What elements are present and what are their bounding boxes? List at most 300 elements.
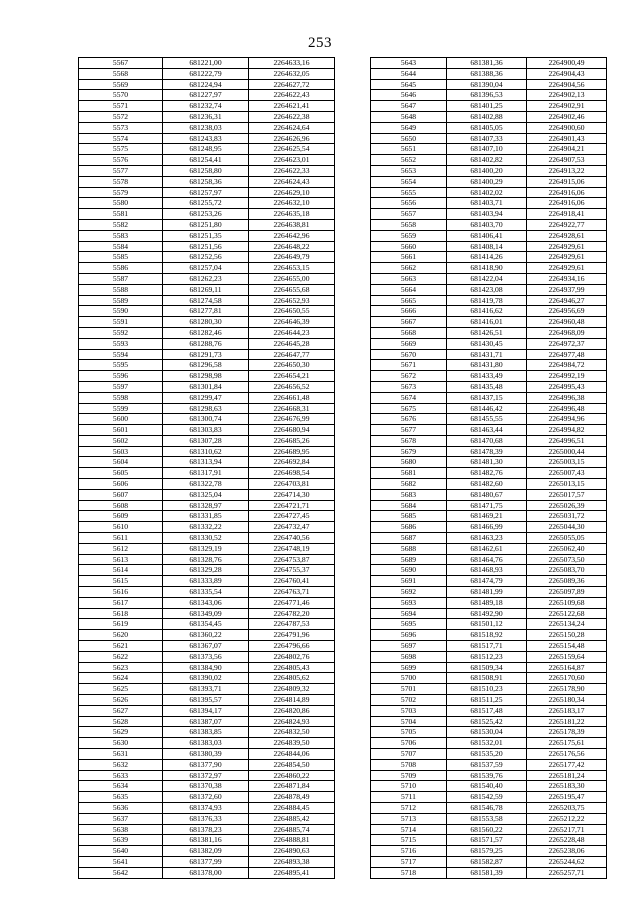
- point-number-cell: 5650: [371, 133, 447, 144]
- x-coordinate-cell: 681414,26: [447, 252, 527, 263]
- point-number-cell: 5685: [371, 511, 447, 522]
- x-coordinate-cell: 681238,03: [163, 122, 249, 133]
- table-row: [79, 673, 335, 684]
- table-row: [371, 749, 607, 760]
- table-row: [79, 738, 335, 749]
- x-coordinate-cell: 681478,39: [447, 446, 527, 457]
- point-number-cell: 5606: [79, 479, 163, 490]
- x-coordinate-cell: 681455,55: [447, 414, 527, 425]
- point-number-cell: 5693: [371, 597, 447, 608]
- table-row: [79, 500, 335, 511]
- table-row: [371, 587, 607, 598]
- point-number-cell: 5627: [79, 705, 163, 716]
- point-number-cell: 5647: [371, 101, 447, 112]
- x-coordinate-cell: 681367,07: [163, 641, 249, 652]
- point-number-cell: 5612: [79, 543, 163, 554]
- point-number-cell: 5618: [79, 608, 163, 619]
- y-coordinate-cell: 2264844,06: [249, 749, 335, 760]
- x-coordinate-cell: 681331,85: [163, 511, 249, 522]
- point-number-cell: 5570: [79, 90, 163, 101]
- table-row: [79, 446, 335, 457]
- x-coordinate-cell: 681377,90: [163, 759, 249, 770]
- y-coordinate-cell: 2264805,62: [249, 673, 335, 684]
- y-coordinate-cell: 2264994,82: [527, 425, 607, 436]
- y-coordinate-cell: 2265055,05: [527, 533, 607, 544]
- table-row: [371, 468, 607, 479]
- point-number-cell: 5593: [79, 338, 163, 349]
- x-coordinate-cell: 681251,80: [163, 219, 249, 230]
- table-row: [79, 230, 335, 241]
- point-number-cell: 5638: [79, 824, 163, 835]
- point-number-cell: 5597: [79, 381, 163, 392]
- point-number-cell: 5619: [79, 619, 163, 630]
- table-row: [79, 662, 335, 673]
- y-coordinate-cell: 2264994,96: [527, 414, 607, 425]
- x-coordinate-cell: 681251,56: [163, 241, 249, 252]
- table-row: [79, 587, 335, 598]
- table-row: [79, 781, 335, 792]
- table-row: [79, 867, 335, 878]
- y-coordinate-cell: 2264650,55: [249, 306, 335, 317]
- y-coordinate-cell: 2264871,84: [249, 781, 335, 792]
- coordinates-table-right: [370, 57, 607, 879]
- x-coordinate-cell: 681464,76: [447, 554, 527, 565]
- table-row: [371, 111, 607, 122]
- point-number-cell: 5602: [79, 435, 163, 446]
- point-number-cell: 5667: [371, 317, 447, 328]
- x-coordinate-cell: 681296,58: [163, 360, 249, 371]
- table-row: [79, 651, 335, 662]
- table-row: [79, 554, 335, 565]
- point-number-cell: 5644: [371, 68, 447, 79]
- y-coordinate-cell: 2264791,96: [249, 630, 335, 641]
- y-coordinate-cell: 2265097,89: [527, 587, 607, 598]
- y-coordinate-cell: 2265003,15: [527, 457, 607, 468]
- x-coordinate-cell: 681402,02: [447, 187, 527, 198]
- point-number-cell: 5649: [371, 122, 447, 133]
- point-number-cell: 5629: [79, 727, 163, 738]
- x-coordinate-cell: 681396,53: [447, 90, 527, 101]
- y-coordinate-cell: 2264787,53: [249, 619, 335, 630]
- y-coordinate-cell: 2264832,50: [249, 727, 335, 738]
- point-number-cell: 5603: [79, 446, 163, 457]
- table-row: [79, 802, 335, 813]
- point-number-cell: 5705: [371, 727, 447, 738]
- x-coordinate-cell: 681542,59: [447, 792, 527, 803]
- point-number-cell: 5614: [79, 565, 163, 576]
- y-coordinate-cell: 2264977,48: [527, 349, 607, 360]
- table-row: [371, 565, 607, 576]
- y-coordinate-cell: 2264902,46: [527, 111, 607, 122]
- point-number-cell: 5591: [79, 317, 163, 328]
- y-coordinate-cell: 2264956,69: [527, 306, 607, 317]
- table-row: [79, 792, 335, 803]
- table-row: [371, 554, 607, 565]
- table-row: [79, 295, 335, 306]
- point-number-cell: 5580: [79, 198, 163, 209]
- table-row: [79, 58, 335, 69]
- y-coordinate-cell: 2264839,50: [249, 738, 335, 749]
- x-coordinate-cell: 681381,16: [163, 835, 249, 846]
- table-row: [79, 155, 335, 166]
- point-number-cell: 5681: [371, 468, 447, 479]
- table-row: [371, 306, 607, 317]
- table-row: [79, 511, 335, 522]
- table-row: [371, 425, 607, 436]
- y-coordinate-cell: 2264885,74: [249, 824, 335, 835]
- y-coordinate-cell: 2264968,09: [527, 327, 607, 338]
- point-number-cell: 5682: [371, 479, 447, 490]
- y-coordinate-cell: 2265159,64: [527, 651, 607, 662]
- table-row: [79, 533, 335, 544]
- y-coordinate-cell: 2264753,87: [249, 554, 335, 565]
- point-number-cell: 5688: [371, 543, 447, 554]
- point-number-cell: 5588: [79, 284, 163, 295]
- point-number-cell: 5608: [79, 500, 163, 511]
- x-coordinate-cell: 681537,59: [447, 759, 527, 770]
- y-coordinate-cell: 2264915,06: [527, 176, 607, 187]
- point-number-cell: 5706: [371, 738, 447, 749]
- y-coordinate-cell: 2265007,43: [527, 468, 607, 479]
- x-coordinate-cell: 681274,58: [163, 295, 249, 306]
- table-row: [79, 219, 335, 230]
- y-coordinate-cell: 2265257,71: [527, 867, 607, 878]
- y-coordinate-cell: 2264703,81: [249, 479, 335, 490]
- table-row: [371, 90, 607, 101]
- x-coordinate-cell: 681370,38: [163, 781, 249, 792]
- point-number-cell: 5711: [371, 792, 447, 803]
- point-number-cell: 5604: [79, 457, 163, 468]
- y-coordinate-cell: 2264916,06: [527, 198, 607, 209]
- point-number-cell: 5666: [371, 306, 447, 317]
- y-coordinate-cell: 2264802,76: [249, 651, 335, 662]
- point-number-cell: 5584: [79, 241, 163, 252]
- table-row: [371, 479, 607, 490]
- table-row: [79, 209, 335, 220]
- y-coordinate-cell: 2264946,27: [527, 295, 607, 306]
- table-row: [371, 770, 607, 781]
- y-coordinate-cell: 2264771,46: [249, 597, 335, 608]
- point-number-cell: 5664: [371, 284, 447, 295]
- x-coordinate-cell: 681482,76: [447, 468, 527, 479]
- table-row: [79, 79, 335, 90]
- table-row: [371, 68, 607, 79]
- x-coordinate-cell: 681469,21: [447, 511, 527, 522]
- y-coordinate-cell: 2264655,68: [249, 284, 335, 295]
- table-row: [371, 327, 607, 338]
- table-row: [371, 489, 607, 500]
- y-coordinate-cell: 2264732,47: [249, 522, 335, 533]
- point-number-cell: 5630: [79, 738, 163, 749]
- y-coordinate-cell: 2264918,41: [527, 209, 607, 220]
- table-row: [79, 576, 335, 587]
- point-number-cell: 5574: [79, 133, 163, 144]
- point-number-cell: 5586: [79, 263, 163, 274]
- x-coordinate-cell: 681433,49: [447, 371, 527, 382]
- table-row: [79, 263, 335, 274]
- x-coordinate-cell: 681303,83: [163, 425, 249, 436]
- x-coordinate-cell: 681257,04: [163, 263, 249, 274]
- x-coordinate-cell: 681301,84: [163, 381, 249, 392]
- x-coordinate-cell: 681474,79: [447, 576, 527, 587]
- table-row: [79, 360, 335, 371]
- x-coordinate-cell: 681390,04: [447, 79, 527, 90]
- table-row: [371, 630, 607, 641]
- x-coordinate-cell: 681395,57: [163, 695, 249, 706]
- x-coordinate-cell: 681384,90: [163, 662, 249, 673]
- x-coordinate-cell: 681255,72: [163, 198, 249, 209]
- point-number-cell: 5587: [79, 273, 163, 284]
- y-coordinate-cell: 2265109,68: [527, 597, 607, 608]
- table-row: [371, 273, 607, 284]
- y-coordinate-cell: 2264937,99: [527, 284, 607, 295]
- y-coordinate-cell: 2264650,30: [249, 360, 335, 371]
- y-coordinate-cell: 2264632,05: [249, 68, 335, 79]
- table-row: [79, 695, 335, 706]
- point-number-cell: 5575: [79, 144, 163, 155]
- table-row: [371, 705, 607, 716]
- y-coordinate-cell: 2265181,22: [527, 716, 607, 727]
- x-coordinate-cell: 681582,87: [447, 856, 527, 867]
- table-row: [371, 533, 607, 544]
- point-number-cell: 5698: [371, 651, 447, 662]
- y-coordinate-cell: 2264645,28: [249, 338, 335, 349]
- table-row: [371, 846, 607, 857]
- x-coordinate-cell: 681329,19: [163, 543, 249, 554]
- x-coordinate-cell: 681431,80: [447, 360, 527, 371]
- table-row: [371, 133, 607, 144]
- point-number-cell: 5703: [371, 705, 447, 716]
- point-number-cell: 5654: [371, 176, 447, 187]
- x-coordinate-cell: 681480,67: [447, 489, 527, 500]
- table-row: [79, 630, 335, 641]
- y-coordinate-cell: 2264727,45: [249, 511, 335, 522]
- y-coordinate-cell: 2264661,48: [249, 392, 335, 403]
- table-row: [79, 641, 335, 652]
- y-coordinate-cell: 2264895,41: [249, 867, 335, 878]
- x-coordinate-cell: 681383,03: [163, 738, 249, 749]
- table-row: [79, 349, 335, 360]
- table-row: [79, 608, 335, 619]
- table-row: [371, 392, 607, 403]
- x-coordinate-cell: 681325,04: [163, 489, 249, 500]
- point-number-cell: 5645: [371, 79, 447, 90]
- table-row: [79, 813, 335, 824]
- table-row: [79, 835, 335, 846]
- point-number-cell: 5651: [371, 144, 447, 155]
- point-number-cell: 5699: [371, 662, 447, 673]
- y-coordinate-cell: 2265044,30: [527, 522, 607, 533]
- table-row: [79, 144, 335, 155]
- y-coordinate-cell: 2264655,00: [249, 273, 335, 284]
- y-coordinate-cell: 2264638,81: [249, 219, 335, 230]
- table-row: [79, 187, 335, 198]
- point-number-cell: 5662: [371, 263, 447, 274]
- y-coordinate-cell: 2265154,48: [527, 641, 607, 652]
- y-coordinate-cell: 2264984,72: [527, 360, 607, 371]
- table-row: [371, 381, 607, 392]
- point-number-cell: 5652: [371, 155, 447, 166]
- point-number-cell: 5578: [79, 176, 163, 187]
- table-row: [79, 68, 335, 79]
- y-coordinate-cell: 2265183,17: [527, 705, 607, 716]
- y-coordinate-cell: 2264627,72: [249, 79, 335, 90]
- table-row: [79, 90, 335, 101]
- y-coordinate-cell: 2264629,10: [249, 187, 335, 198]
- x-coordinate-cell: 681435,48: [447, 381, 527, 392]
- point-number-cell: 5701: [371, 684, 447, 695]
- point-number-cell: 5624: [79, 673, 163, 684]
- table-row: [371, 317, 607, 328]
- y-coordinate-cell: 2264621,41: [249, 101, 335, 112]
- x-coordinate-cell: 681511,25: [447, 695, 527, 706]
- table-row: [79, 284, 335, 295]
- point-number-cell: 5582: [79, 219, 163, 230]
- x-coordinate-cell: 681383,85: [163, 727, 249, 738]
- table-row: [371, 338, 607, 349]
- x-coordinate-cell: 681354,45: [163, 619, 249, 630]
- x-coordinate-cell: 681416,62: [447, 306, 527, 317]
- x-coordinate-cell: 681406,41: [447, 230, 527, 241]
- table-row: [371, 371, 607, 382]
- x-coordinate-cell: 681280,30: [163, 317, 249, 328]
- x-coordinate-cell: 681512,23: [447, 651, 527, 662]
- x-coordinate-cell: 681418,90: [447, 263, 527, 274]
- x-coordinate-cell: 681471,75: [447, 500, 527, 511]
- y-coordinate-cell: 2264901,43: [527, 133, 607, 144]
- x-coordinate-cell: 681407,33: [447, 133, 527, 144]
- table-row: [371, 662, 607, 673]
- table-row: [79, 727, 335, 738]
- table-row: [79, 565, 335, 576]
- x-coordinate-cell: 681282,46: [163, 327, 249, 338]
- x-coordinate-cell: 681298,98: [163, 371, 249, 382]
- table-row: [371, 457, 607, 468]
- x-coordinate-cell: 681381,36: [447, 58, 527, 69]
- x-coordinate-cell: 681360,22: [163, 630, 249, 641]
- x-coordinate-cell: 681571,57: [447, 835, 527, 846]
- table-row: [79, 457, 335, 468]
- table-row: [79, 716, 335, 727]
- point-number-cell: 5615: [79, 576, 163, 587]
- y-coordinate-cell: 2264642,96: [249, 230, 335, 241]
- point-number-cell: 5635: [79, 792, 163, 803]
- y-coordinate-cell: 2264654,21: [249, 371, 335, 382]
- y-coordinate-cell: 2264996,48: [527, 403, 607, 414]
- table-row: [371, 144, 607, 155]
- x-coordinate-cell: 681530,04: [447, 727, 527, 738]
- table-row: [79, 824, 335, 835]
- table-row: [79, 241, 335, 252]
- x-coordinate-cell: 681400,29: [447, 176, 527, 187]
- y-coordinate-cell: 2264782,20: [249, 608, 335, 619]
- x-coordinate-cell: 681373,56: [163, 651, 249, 662]
- x-coordinate-cell: 681372,60: [163, 792, 249, 803]
- x-coordinate-cell: 681489,18: [447, 597, 527, 608]
- point-number-cell: 5669: [371, 338, 447, 349]
- x-coordinate-cell: 681335,54: [163, 587, 249, 598]
- table-row: [371, 576, 607, 587]
- point-number-cell: 5707: [371, 749, 447, 760]
- point-number-cell: 5628: [79, 716, 163, 727]
- point-number-cell: 5595: [79, 360, 163, 371]
- table-row: [79, 133, 335, 144]
- table-row: [371, 414, 607, 425]
- y-coordinate-cell: 2264625,54: [249, 144, 335, 155]
- x-coordinate-cell: 681402,82: [447, 155, 527, 166]
- x-coordinate-cell: 681291,73: [163, 349, 249, 360]
- point-number-cell: 5643: [371, 58, 447, 69]
- table-row: [371, 824, 607, 835]
- point-number-cell: 5695: [371, 619, 447, 630]
- coordinates-table-right-body: [371, 58, 607, 879]
- x-coordinate-cell: 681437,15: [447, 392, 527, 403]
- point-number-cell: 5620: [79, 630, 163, 641]
- y-coordinate-cell: 2264913,22: [527, 165, 607, 176]
- table-row: [371, 101, 607, 112]
- y-coordinate-cell: 2264878,49: [249, 792, 335, 803]
- y-coordinate-cell: 2264929,61: [527, 263, 607, 274]
- y-coordinate-cell: 2265212,22: [527, 813, 607, 824]
- table-row: [371, 641, 607, 652]
- x-coordinate-cell: 681405,05: [447, 122, 527, 133]
- y-coordinate-cell: 2265122,68: [527, 608, 607, 619]
- point-number-cell: 5568: [79, 68, 163, 79]
- point-number-cell: 5689: [371, 554, 447, 565]
- y-coordinate-cell: 2264824,93: [249, 716, 335, 727]
- table-row: [371, 684, 607, 695]
- point-number-cell: 5658: [371, 219, 447, 230]
- y-coordinate-cell: 2265175,61: [527, 738, 607, 749]
- table-row: [371, 263, 607, 274]
- point-number-cell: 5686: [371, 522, 447, 533]
- table-row: [79, 122, 335, 133]
- table-row: [371, 219, 607, 230]
- point-number-cell: 5704: [371, 716, 447, 727]
- table-row: [371, 608, 607, 619]
- point-number-cell: 5679: [371, 446, 447, 457]
- point-number-cell: 5567: [79, 58, 163, 69]
- table-row: [371, 781, 607, 792]
- x-coordinate-cell: 681257,97: [163, 187, 249, 198]
- point-number-cell: 5718: [371, 867, 447, 878]
- x-coordinate-cell: 681243,83: [163, 133, 249, 144]
- y-coordinate-cell: 2264809,32: [249, 684, 335, 695]
- point-number-cell: 5694: [371, 608, 447, 619]
- x-coordinate-cell: 681463,44: [447, 425, 527, 436]
- point-number-cell: 5672: [371, 371, 447, 382]
- table-row: [79, 381, 335, 392]
- x-coordinate-cell: 681393,71: [163, 684, 249, 695]
- x-coordinate-cell: 681402,88: [447, 111, 527, 122]
- point-number-cell: 5607: [79, 489, 163, 500]
- point-number-cell: 5677: [371, 425, 447, 436]
- y-coordinate-cell: 2264755,37: [249, 565, 335, 576]
- point-number-cell: 5691: [371, 576, 447, 587]
- y-coordinate-cell: 2264652,93: [249, 295, 335, 306]
- table-row: [79, 317, 335, 328]
- point-number-cell: 5642: [79, 867, 163, 878]
- y-coordinate-cell: 2264647,77: [249, 349, 335, 360]
- point-number-cell: 5678: [371, 435, 447, 446]
- y-coordinate-cell: 2265203,75: [527, 802, 607, 813]
- y-coordinate-cell: 2264893,38: [249, 856, 335, 867]
- y-coordinate-cell: 2264884,45: [249, 802, 335, 813]
- point-number-cell: 5700: [371, 673, 447, 684]
- point-number-cell: 5634: [79, 781, 163, 792]
- point-number-cell: 5617: [79, 597, 163, 608]
- x-coordinate-cell: 681322,78: [163, 479, 249, 490]
